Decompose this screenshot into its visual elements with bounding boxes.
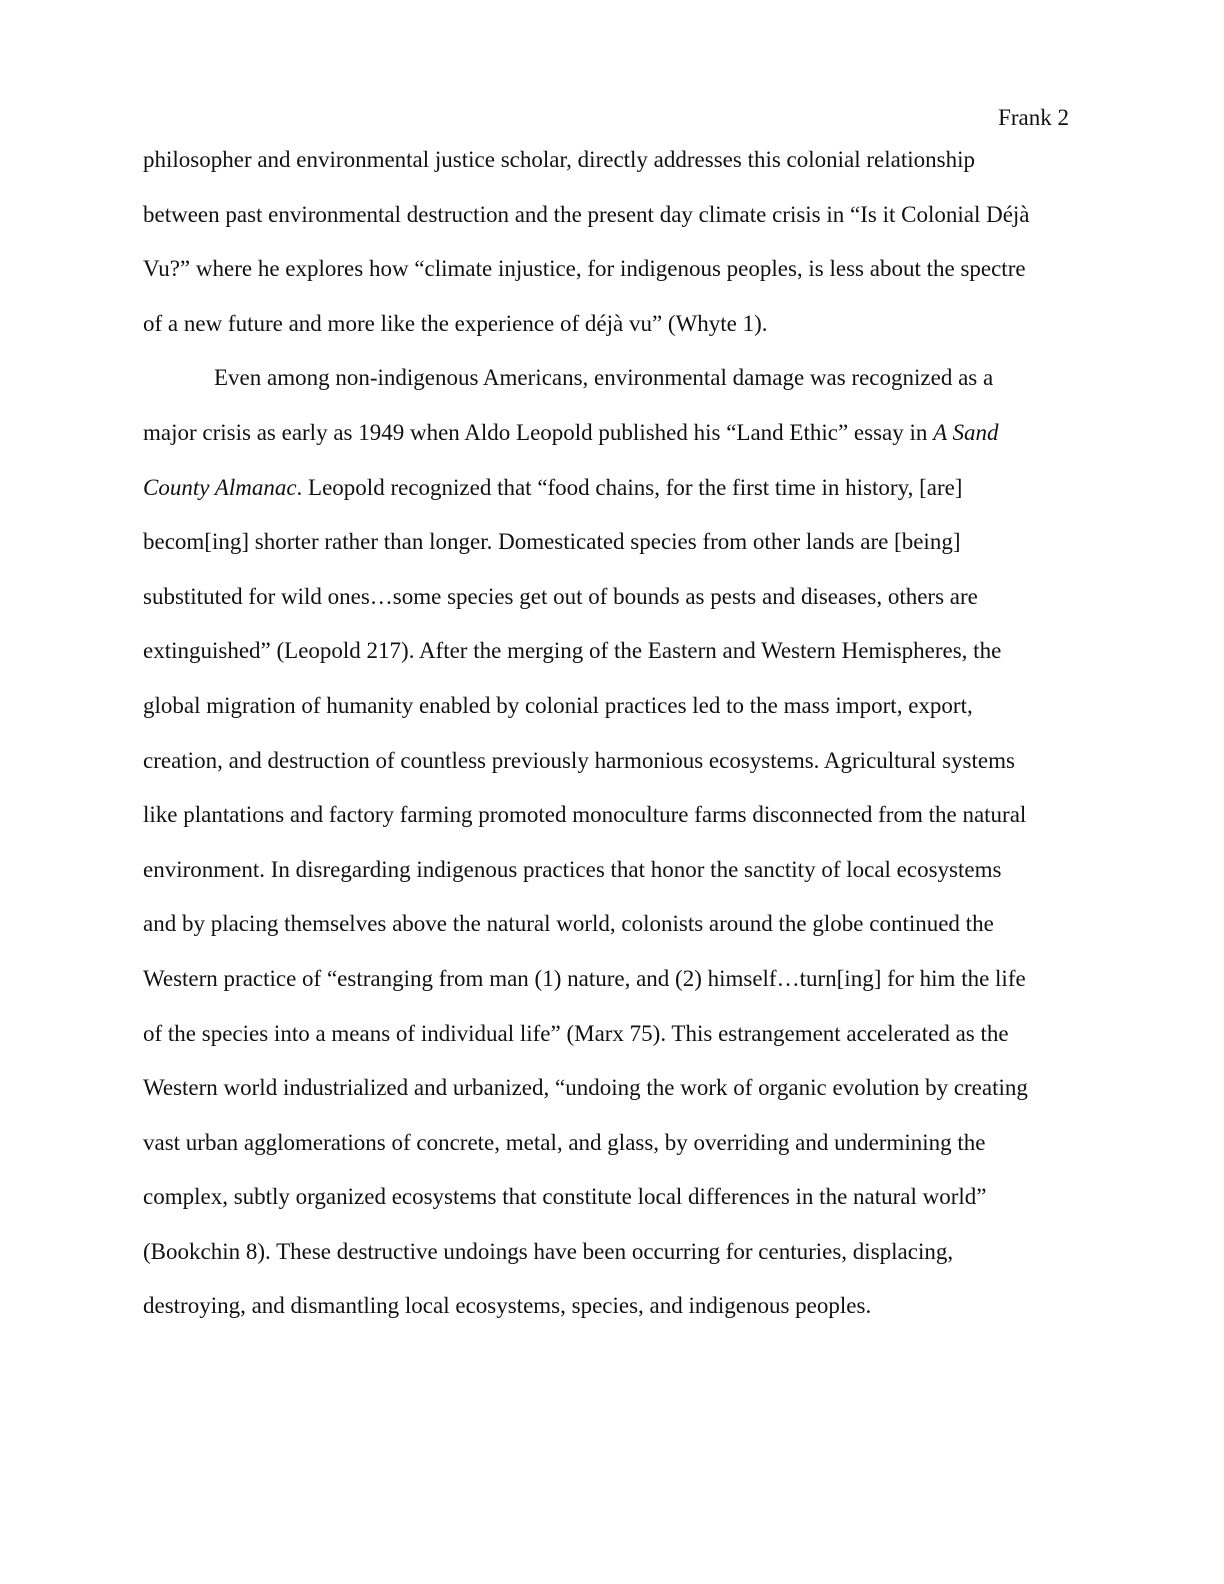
running-head: Frank 2: [998, 105, 1069, 130]
text-line: destroying, and dismantling local ecosystems, species, and indigenous peoples.: [143, 1293, 872, 1319]
text-line: of the species into a means of individual life” (Marx 75). This estrangement accelerated as the: [143, 1020, 1009, 1046]
text-line: environment. In disregarding indigenous practices that honor the sanctity of local ecosystems: [143, 856, 1002, 882]
text-line: becom[ing] shorter rather than longer. Domesticated species from other lands are [being]: [143, 529, 961, 555]
text-line: between past environmental destruction and the present day climate crisis in “Is it Colonial Déjà: [143, 201, 1030, 227]
text-segment: . Leopold recognized that “food chains, for the first time in history, [are]: [296, 474, 963, 500]
text-line: Western world industrialized and urbanized, “undoing the work of organic evolution by creating: [143, 1075, 1028, 1101]
text-line: and by placing themselves above the natural world, colonists around the globe continued the: [143, 911, 994, 937]
book-title-italic: County Almanac: [143, 474, 297, 500]
text-line: vast urban agglomerations of concrete, metal, and glass, by overriding and undermining the: [143, 1129, 986, 1155]
text-line: Western practice of “estranging from man (1) nature, and (2) himself…turn[ing] for him the life: [143, 965, 1026, 991]
text-line: of a new future and more like the experience of déjà vu” (Whyte 1).: [143, 310, 768, 336]
text-line: (Bookchin 8). These destructive undoings have been occurring for centuries, displacing,: [143, 1238, 954, 1264]
body-text: [143, 133, 1073, 1334]
text-line-with-title: [143, 461, 1073, 516]
text-line: Vu?” where he explores how “climate injustice, for indigenous peoples, is less about the spectre: [143, 256, 1026, 282]
book-title-italic: A Sand: [933, 419, 999, 445]
text-line: substituted for wild ones…some species get out of bounds as pests and diseases, others are: [143, 583, 978, 609]
text-line-with-title: [143, 406, 1073, 461]
text-line: philosopher and environmental justice scholar, directly addresses this colonial relationship: [143, 147, 975, 172]
text-line: global migration of humanity enabled by colonial practices led to the mass import, export,: [143, 692, 973, 718]
text-line: creation, and destruction of countless previously harmonious ecosystems. Agricultural systems: [143, 747, 1015, 773]
text-line: like plantations and factory farming promoted monoculture farms disconnected from the natural: [143, 802, 1027, 828]
text-segment: major crisis as early as 1949 when Aldo Leopold published his “Land Ethic” essay in: [143, 419, 934, 445]
paragraph-start-line: Even among non-indigenous Americans, environmental damage was recognized as a: [214, 365, 994, 391]
text-line: extinguished” (Leopold 217). After the merging of the Eastern and Western Hemispheres, the: [143, 638, 1002, 664]
text-line: complex, subtly organized ecosystems that constitute local differences in the natural world”: [143, 1184, 987, 1210]
